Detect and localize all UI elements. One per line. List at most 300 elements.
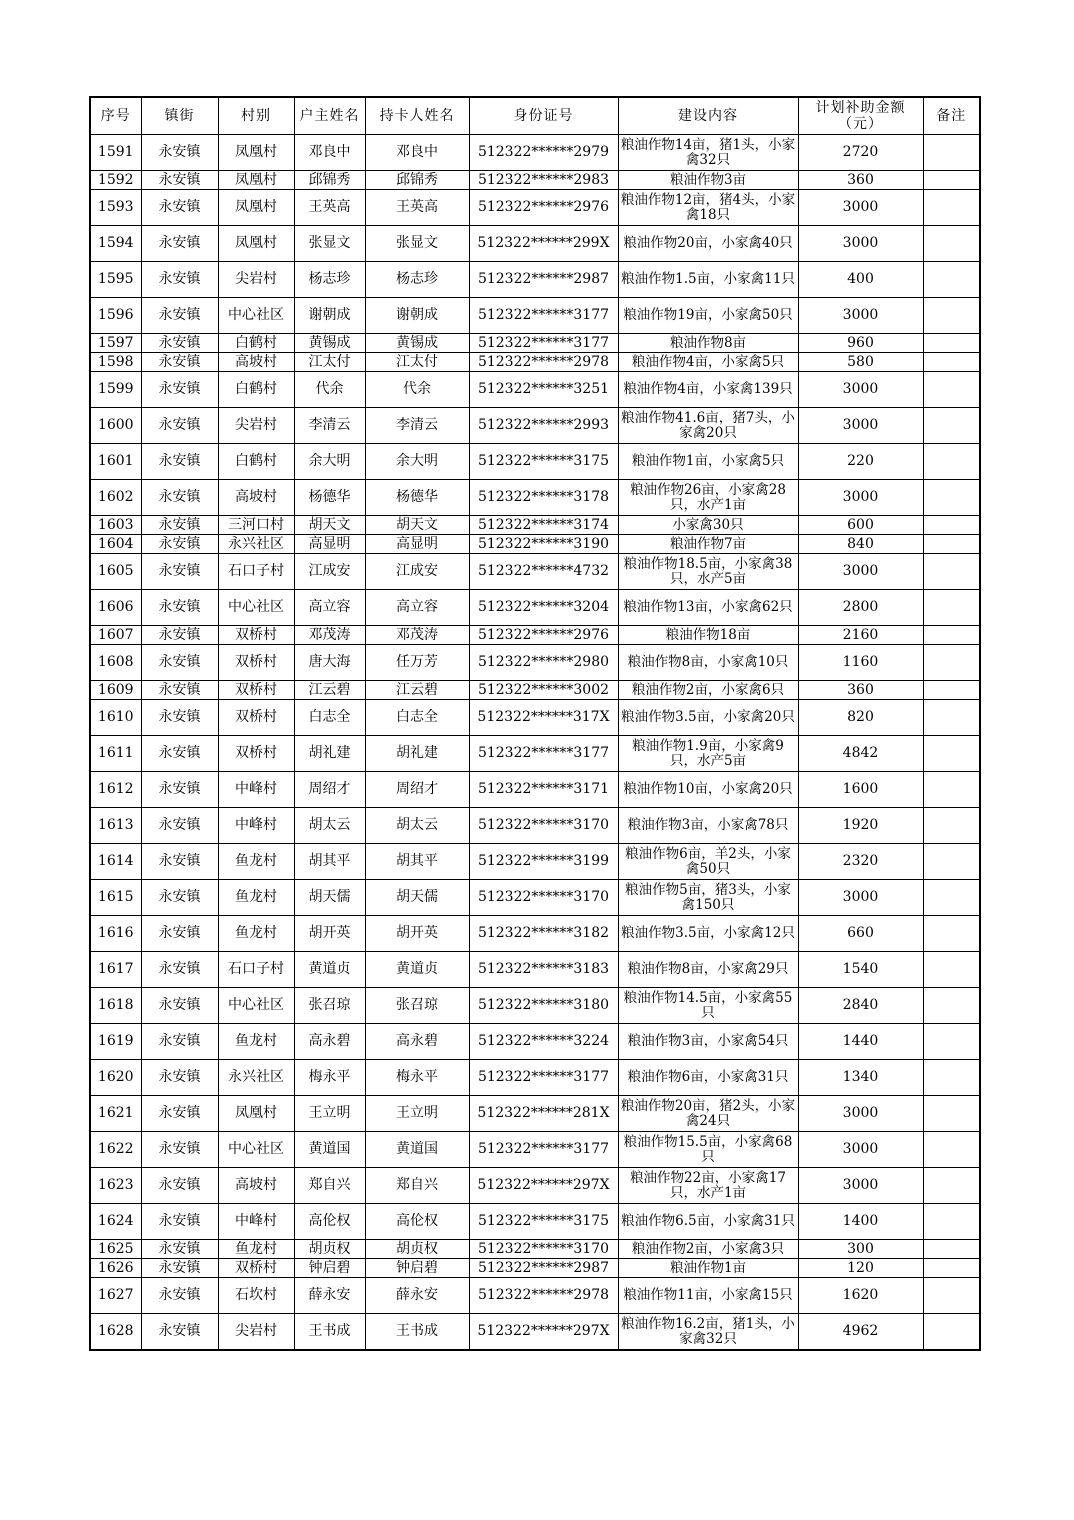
cell-amount: 1540 bbox=[798, 952, 923, 988]
cell-town: 永安镇 bbox=[141, 645, 218, 681]
cell-village: 双桥村 bbox=[218, 645, 294, 681]
cell-amount: 1440 bbox=[798, 1024, 923, 1060]
header-town: 镇街 bbox=[141, 97, 218, 135]
table-row bbox=[90, 372, 980, 408]
cell-village: 白鹤村 bbox=[218, 372, 294, 408]
cell-id: 512322******3178 bbox=[469, 480, 618, 516]
cell-town: 永安镇 bbox=[141, 844, 218, 880]
cell-no: 1623 bbox=[90, 1168, 141, 1204]
cell-village: 中心社区 bbox=[218, 1132, 294, 1168]
cell-holder: 江云碧 bbox=[365, 681, 469, 700]
cell-amount: 3000 bbox=[798, 226, 923, 262]
cell-no: 1609 bbox=[90, 681, 141, 700]
cell-holder: 黄锡成 bbox=[365, 334, 469, 353]
cell-holder: 任万芳 bbox=[365, 645, 469, 681]
cell-note bbox=[923, 535, 980, 554]
cell-holder: 周绍才 bbox=[365, 772, 469, 808]
cell-id: 512322******299X bbox=[469, 226, 618, 262]
cell-holder: 胡礼建 bbox=[365, 736, 469, 772]
cell-town: 永安镇 bbox=[141, 1204, 218, 1240]
cell-owner: 郑自兴 bbox=[294, 1168, 365, 1204]
table-row bbox=[90, 226, 980, 262]
cell-owner: 李清云 bbox=[294, 408, 365, 444]
cell-owner: 高显明 bbox=[294, 535, 365, 554]
cell-amount: 3000 bbox=[798, 1132, 923, 1168]
cell-owner: 江云碧 bbox=[294, 681, 365, 700]
cell-holder: 胡贞权 bbox=[365, 1240, 469, 1259]
cell-amount: 840 bbox=[798, 535, 923, 554]
cell-village: 鱼龙村 bbox=[218, 916, 294, 952]
cell-note bbox=[923, 516, 980, 535]
cell-owner: 胡其平 bbox=[294, 844, 365, 880]
cell-owner: 高立容 bbox=[294, 590, 365, 626]
cell-no: 1601 bbox=[90, 444, 141, 480]
cell-content: 粮油作物7亩 bbox=[618, 535, 798, 554]
cell-content: 粮油作物6.5亩，小家禽31只 bbox=[618, 1204, 798, 1240]
cell-note bbox=[923, 844, 980, 880]
cell-holder: 胡其平 bbox=[365, 844, 469, 880]
cell-village: 鱼龙村 bbox=[218, 880, 294, 916]
cell-note bbox=[923, 190, 980, 226]
cell-no: 1614 bbox=[90, 844, 141, 880]
cell-amount: 2720 bbox=[798, 135, 923, 171]
cell-amount: 1920 bbox=[798, 808, 923, 844]
cell-note bbox=[923, 1314, 980, 1351]
cell-town: 永安镇 bbox=[141, 1060, 218, 1096]
table-row bbox=[90, 808, 980, 844]
cell-amount: 660 bbox=[798, 916, 923, 952]
cell-village: 双桥村 bbox=[218, 681, 294, 700]
cell-id: 512322******3204 bbox=[469, 590, 618, 626]
cell-owner: 胡太云 bbox=[294, 808, 365, 844]
cell-amount: 2160 bbox=[798, 626, 923, 645]
cell-note bbox=[923, 808, 980, 844]
cell-note bbox=[923, 1278, 980, 1314]
cell-holder: 代余 bbox=[365, 372, 469, 408]
cell-id: 512322******3170 bbox=[469, 880, 618, 916]
cell-no: 1622 bbox=[90, 1132, 141, 1168]
cell-holder: 余大明 bbox=[365, 444, 469, 480]
cell-village: 永兴社区 bbox=[218, 1060, 294, 1096]
cell-holder: 邓茂涛 bbox=[365, 626, 469, 645]
cell-content: 粮油作物3亩，小家禽78只 bbox=[618, 808, 798, 844]
table-row bbox=[90, 554, 980, 590]
cell-no: 1597 bbox=[90, 334, 141, 353]
header-amount: 计划补助金额（元） bbox=[798, 97, 923, 135]
cell-content: 粮油作物16.2亩，猪1头，小家禽32只 bbox=[618, 1314, 798, 1351]
table-row bbox=[90, 190, 980, 226]
table-row bbox=[90, 700, 980, 736]
cell-village: 凤凰村 bbox=[218, 190, 294, 226]
cell-id: 512322******2978 bbox=[469, 1278, 618, 1314]
cell-id: 512322******297X bbox=[469, 1168, 618, 1204]
cell-village: 双桥村 bbox=[218, 626, 294, 645]
cell-note bbox=[923, 736, 980, 772]
cell-village: 双桥村 bbox=[218, 736, 294, 772]
table-row bbox=[90, 1024, 980, 1060]
cell-holder: 张召琼 bbox=[365, 988, 469, 1024]
cell-town: 永安镇 bbox=[141, 535, 218, 554]
cell-id: 512322******3177 bbox=[469, 1132, 618, 1168]
cell-amount: 3000 bbox=[798, 298, 923, 334]
cell-amount: 3000 bbox=[798, 190, 923, 226]
cell-note bbox=[923, 171, 980, 190]
subsidy-table bbox=[89, 96, 981, 1351]
cell-id: 512322******3177 bbox=[469, 298, 618, 334]
cell-town: 永安镇 bbox=[141, 916, 218, 952]
cell-owner: 杨志珍 bbox=[294, 262, 365, 298]
cell-no: 1624 bbox=[90, 1204, 141, 1240]
cell-village: 鱼龙村 bbox=[218, 844, 294, 880]
cell-note bbox=[923, 262, 980, 298]
cell-town: 永安镇 bbox=[141, 262, 218, 298]
cell-owner: 江成安 bbox=[294, 554, 365, 590]
cell-id: 512322******3171 bbox=[469, 772, 618, 808]
cell-note bbox=[923, 554, 980, 590]
cell-id: 512322******2976 bbox=[469, 626, 618, 645]
table-row bbox=[90, 772, 980, 808]
cell-owner: 江太付 bbox=[294, 353, 365, 372]
cell-no: 1619 bbox=[90, 1024, 141, 1060]
cell-content: 粮油作物10亩，小家禽20只 bbox=[618, 772, 798, 808]
cell-id: 512322******2979 bbox=[469, 135, 618, 171]
cell-id: 512322******3177 bbox=[469, 736, 618, 772]
cell-id: 512322******3190 bbox=[469, 535, 618, 554]
cell-note bbox=[923, 988, 980, 1024]
cell-village: 凤凰村 bbox=[218, 1096, 294, 1132]
cell-no: 1618 bbox=[90, 988, 141, 1024]
cell-content: 粮油作物3.5亩，小家禽20只 bbox=[618, 700, 798, 736]
cell-note bbox=[923, 480, 980, 516]
cell-holder: 王立明 bbox=[365, 1096, 469, 1132]
cell-no: 1615 bbox=[90, 880, 141, 916]
cell-town: 永安镇 bbox=[141, 334, 218, 353]
cell-owner: 余大明 bbox=[294, 444, 365, 480]
cell-content: 粮油作物1亩 bbox=[618, 1259, 798, 1278]
table-row bbox=[90, 1314, 980, 1351]
header-note: 备注 bbox=[923, 97, 980, 135]
header-id: 身份证号 bbox=[469, 97, 618, 135]
cell-content: 粮油作物8亩 bbox=[618, 334, 798, 353]
table-row bbox=[90, 298, 980, 334]
cell-content: 粮油作物20亩，猪2头，小家禽24只 bbox=[618, 1096, 798, 1132]
cell-amount: 960 bbox=[798, 334, 923, 353]
cell-note bbox=[923, 1024, 980, 1060]
cell-amount: 2840 bbox=[798, 988, 923, 1024]
cell-town: 永安镇 bbox=[141, 952, 218, 988]
cell-id: 512322******3170 bbox=[469, 808, 618, 844]
cell-no: 1599 bbox=[90, 372, 141, 408]
table-row bbox=[90, 736, 980, 772]
cell-no: 1595 bbox=[90, 262, 141, 298]
cell-owner: 王书成 bbox=[294, 1314, 365, 1351]
cell-content: 粮油作物18亩 bbox=[618, 626, 798, 645]
cell-note bbox=[923, 444, 980, 480]
cell-owner: 邱锦秀 bbox=[294, 171, 365, 190]
table-row bbox=[90, 262, 980, 298]
cell-town: 永安镇 bbox=[141, 1278, 218, 1314]
cell-note bbox=[923, 1132, 980, 1168]
cell-owner: 胡天文 bbox=[294, 516, 365, 535]
cell-id: 512322******3177 bbox=[469, 1060, 618, 1096]
cell-town: 永安镇 bbox=[141, 372, 218, 408]
cell-content: 粮油作物12亩，猪4头，小家禽18只 bbox=[618, 190, 798, 226]
cell-id: 512322******3182 bbox=[469, 916, 618, 952]
cell-village: 中心社区 bbox=[218, 298, 294, 334]
cell-amount: 2800 bbox=[798, 590, 923, 626]
cell-id: 512322******3180 bbox=[469, 988, 618, 1024]
cell-town: 永安镇 bbox=[141, 988, 218, 1024]
table-row bbox=[90, 1168, 980, 1204]
cell-holder: 黄道贞 bbox=[365, 952, 469, 988]
cell-amount: 3000 bbox=[798, 372, 923, 408]
cell-town: 永安镇 bbox=[141, 1024, 218, 1060]
cell-id: 512322******2993 bbox=[469, 408, 618, 444]
cell-id: 512322******3002 bbox=[469, 681, 618, 700]
cell-id: 512322******3174 bbox=[469, 516, 618, 535]
cell-note bbox=[923, 1259, 980, 1278]
cell-owner: 邓茂涛 bbox=[294, 626, 365, 645]
cell-no: 1620 bbox=[90, 1060, 141, 1096]
cell-no: 1606 bbox=[90, 590, 141, 626]
header-holder: 持卡人姓名 bbox=[365, 97, 469, 135]
table-row bbox=[90, 1096, 980, 1132]
cell-amount: 3000 bbox=[798, 1096, 923, 1132]
cell-town: 永安镇 bbox=[141, 554, 218, 590]
table-row bbox=[90, 844, 980, 880]
cell-amount: 580 bbox=[798, 353, 923, 372]
cell-no: 1598 bbox=[90, 353, 141, 372]
cell-content: 粮油作物19亩，小家禽50只 bbox=[618, 298, 798, 334]
cell-owner: 高伦权 bbox=[294, 1204, 365, 1240]
cell-no: 1593 bbox=[90, 190, 141, 226]
cell-id: 512322******3175 bbox=[469, 444, 618, 480]
cell-owner: 王英高 bbox=[294, 190, 365, 226]
cell-owner: 梅永平 bbox=[294, 1060, 365, 1096]
table-body bbox=[90, 135, 980, 1351]
table-row bbox=[90, 334, 980, 353]
cell-holder: 高伦权 bbox=[365, 1204, 469, 1240]
cell-amount: 360 bbox=[798, 681, 923, 700]
cell-content: 粮油作物2亩，小家禽3只 bbox=[618, 1240, 798, 1259]
cell-amount: 1620 bbox=[798, 1278, 923, 1314]
cell-id: 512322******3170 bbox=[469, 1240, 618, 1259]
cell-holder: 邱锦秀 bbox=[365, 171, 469, 190]
cell-no: 1611 bbox=[90, 736, 141, 772]
cell-village: 凤凰村 bbox=[218, 226, 294, 262]
cell-holder: 胡天儒 bbox=[365, 880, 469, 916]
cell-holder: 邓良中 bbox=[365, 135, 469, 171]
cell-no: 1612 bbox=[90, 772, 141, 808]
table-row bbox=[90, 681, 980, 700]
cell-amount: 120 bbox=[798, 1259, 923, 1278]
cell-content: 粮油作物8亩，小家禽29只 bbox=[618, 952, 798, 988]
cell-village: 高坡村 bbox=[218, 1168, 294, 1204]
cell-owner: 薛永安 bbox=[294, 1278, 365, 1314]
cell-amount: 3000 bbox=[798, 880, 923, 916]
cell-town: 永安镇 bbox=[141, 772, 218, 808]
cell-holder: 郑自兴 bbox=[365, 1168, 469, 1204]
cell-note bbox=[923, 952, 980, 988]
cell-town: 永安镇 bbox=[141, 1096, 218, 1132]
cell-town: 永安镇 bbox=[141, 1240, 218, 1259]
cell-town: 永安镇 bbox=[141, 1132, 218, 1168]
cell-content: 粮油作物18.5亩，小家禽38只，水产5亩 bbox=[618, 554, 798, 590]
cell-id: 512322******3251 bbox=[469, 372, 618, 408]
cell-note bbox=[923, 916, 980, 952]
cell-holder: 高立容 bbox=[365, 590, 469, 626]
cell-no: 1610 bbox=[90, 700, 141, 736]
cell-no: 1626 bbox=[90, 1259, 141, 1278]
cell-content: 粮油作物1亩，小家禽5只 bbox=[618, 444, 798, 480]
cell-village: 高坡村 bbox=[218, 353, 294, 372]
cell-owner: 黄道国 bbox=[294, 1132, 365, 1168]
cell-owner: 白志全 bbox=[294, 700, 365, 736]
header-owner: 户主姓名 bbox=[294, 97, 365, 135]
cell-id: 512322******2987 bbox=[469, 262, 618, 298]
cell-village: 永兴社区 bbox=[218, 535, 294, 554]
cell-amount: 1340 bbox=[798, 1060, 923, 1096]
table-row bbox=[90, 952, 980, 988]
cell-content: 粮油作物15.5亩，小家禽68只 bbox=[618, 1132, 798, 1168]
cell-town: 永安镇 bbox=[141, 444, 218, 480]
cell-holder: 薛永安 bbox=[365, 1278, 469, 1314]
cell-no: 1607 bbox=[90, 626, 141, 645]
cell-id: 512322******4732 bbox=[469, 554, 618, 590]
cell-owner: 王立明 bbox=[294, 1096, 365, 1132]
cell-town: 永安镇 bbox=[141, 1314, 218, 1351]
cell-village: 鱼龙村 bbox=[218, 1240, 294, 1259]
cell-holder: 江成安 bbox=[365, 554, 469, 590]
cell-content: 粮油作物8亩，小家禽10只 bbox=[618, 645, 798, 681]
cell-holder: 张显文 bbox=[365, 226, 469, 262]
header-content: 建设内容 bbox=[618, 97, 798, 135]
cell-holder: 江太付 bbox=[365, 353, 469, 372]
table-row bbox=[90, 1204, 980, 1240]
cell-id: 512322******2980 bbox=[469, 645, 618, 681]
cell-note bbox=[923, 1060, 980, 1096]
cell-content: 粮油作物26亩，小家禽28只，水产1亩 bbox=[618, 480, 798, 516]
cell-note bbox=[923, 626, 980, 645]
header-village: 村别 bbox=[218, 97, 294, 135]
cell-town: 永安镇 bbox=[141, 681, 218, 700]
cell-owner: 邓良中 bbox=[294, 135, 365, 171]
cell-holder: 胡天文 bbox=[365, 516, 469, 535]
cell-content: 粮油作物2亩，小家禽6只 bbox=[618, 681, 798, 700]
table-row bbox=[90, 1060, 980, 1096]
cell-owner: 唐大海 bbox=[294, 645, 365, 681]
cell-no: 1628 bbox=[90, 1314, 141, 1351]
table-row bbox=[90, 1240, 980, 1259]
cell-town: 永安镇 bbox=[141, 408, 218, 444]
cell-note bbox=[923, 1168, 980, 1204]
cell-village: 中峰村 bbox=[218, 808, 294, 844]
cell-owner: 周绍才 bbox=[294, 772, 365, 808]
cell-owner: 胡礼建 bbox=[294, 736, 365, 772]
cell-id: 512322******281X bbox=[469, 1096, 618, 1132]
cell-amount: 600 bbox=[798, 516, 923, 535]
cell-village: 双桥村 bbox=[218, 700, 294, 736]
cell-town: 永安镇 bbox=[141, 700, 218, 736]
cell-content: 粮油作物1.9亩，小家禽9只，水产5亩 bbox=[618, 736, 798, 772]
table-row bbox=[90, 535, 980, 554]
cell-town: 永安镇 bbox=[141, 516, 218, 535]
table-header bbox=[90, 97, 980, 135]
cell-village: 凤凰村 bbox=[218, 171, 294, 190]
cell-no: 1600 bbox=[90, 408, 141, 444]
cell-content: 粮油作物4亩，小家禽139只 bbox=[618, 372, 798, 408]
cell-content: 粮油作物11亩，小家禽15只 bbox=[618, 1278, 798, 1314]
cell-content: 粮油作物41.6亩，猪7头，小家禽20只 bbox=[618, 408, 798, 444]
table-row bbox=[90, 408, 980, 444]
cell-content: 粮油作物6亩，羊2头，小家禽50只 bbox=[618, 844, 798, 880]
cell-village: 高坡村 bbox=[218, 480, 294, 516]
table-row bbox=[90, 1259, 980, 1278]
cell-village: 鱼龙村 bbox=[218, 1024, 294, 1060]
cell-village: 白鹤村 bbox=[218, 444, 294, 480]
table-row bbox=[90, 171, 980, 190]
cell-id: 512322******317X bbox=[469, 700, 618, 736]
cell-no: 1603 bbox=[90, 516, 141, 535]
cell-owner: 黄道贞 bbox=[294, 952, 365, 988]
cell-village: 凤凰村 bbox=[218, 135, 294, 171]
cell-no: 1591 bbox=[90, 135, 141, 171]
cell-holder: 钟启碧 bbox=[365, 1259, 469, 1278]
cell-note bbox=[923, 372, 980, 408]
cell-content: 粮油作物13亩，小家禽62只 bbox=[618, 590, 798, 626]
cell-village: 尖岩村 bbox=[218, 408, 294, 444]
table-row bbox=[90, 645, 980, 681]
cell-owner: 黄锡成 bbox=[294, 334, 365, 353]
table-row bbox=[90, 1132, 980, 1168]
cell-holder: 王英高 bbox=[365, 190, 469, 226]
cell-owner: 杨德华 bbox=[294, 480, 365, 516]
cell-holder: 谢朝成 bbox=[365, 298, 469, 334]
table-row bbox=[90, 353, 980, 372]
cell-holder: 白志全 bbox=[365, 700, 469, 736]
cell-town: 永安镇 bbox=[141, 626, 218, 645]
cell-holder: 王书成 bbox=[365, 1314, 469, 1351]
cell-amount: 1600 bbox=[798, 772, 923, 808]
cell-village: 石坎村 bbox=[218, 1278, 294, 1314]
cell-amount: 3000 bbox=[798, 554, 923, 590]
cell-holder: 杨德华 bbox=[365, 480, 469, 516]
cell-note bbox=[923, 1240, 980, 1259]
cell-town: 永安镇 bbox=[141, 226, 218, 262]
cell-note bbox=[923, 645, 980, 681]
cell-town: 永安镇 bbox=[141, 1168, 218, 1204]
cell-content: 粮油作物3亩 bbox=[618, 171, 798, 190]
table-row bbox=[90, 626, 980, 645]
cell-village: 尖岩村 bbox=[218, 262, 294, 298]
cell-holder: 胡开英 bbox=[365, 916, 469, 952]
cell-no: 1594 bbox=[90, 226, 141, 262]
cell-village: 尖岩村 bbox=[218, 1314, 294, 1351]
cell-note bbox=[923, 298, 980, 334]
cell-holder: 李清云 bbox=[365, 408, 469, 444]
cell-no: 1625 bbox=[90, 1240, 141, 1259]
cell-no: 1613 bbox=[90, 808, 141, 844]
cell-content: 粮油作物22亩，小家禽17只，水产1亩 bbox=[618, 1168, 798, 1204]
cell-amount: 3000 bbox=[798, 480, 923, 516]
cell-content: 粮油作物14亩，猪1头，小家禽32只 bbox=[618, 135, 798, 171]
cell-content: 粮油作物3亩，小家禽54只 bbox=[618, 1024, 798, 1060]
cell-holder: 高显明 bbox=[365, 535, 469, 554]
cell-owner: 钟启碧 bbox=[294, 1259, 365, 1278]
cell-amount: 300 bbox=[798, 1240, 923, 1259]
cell-owner: 代余 bbox=[294, 372, 365, 408]
cell-no: 1604 bbox=[90, 535, 141, 554]
